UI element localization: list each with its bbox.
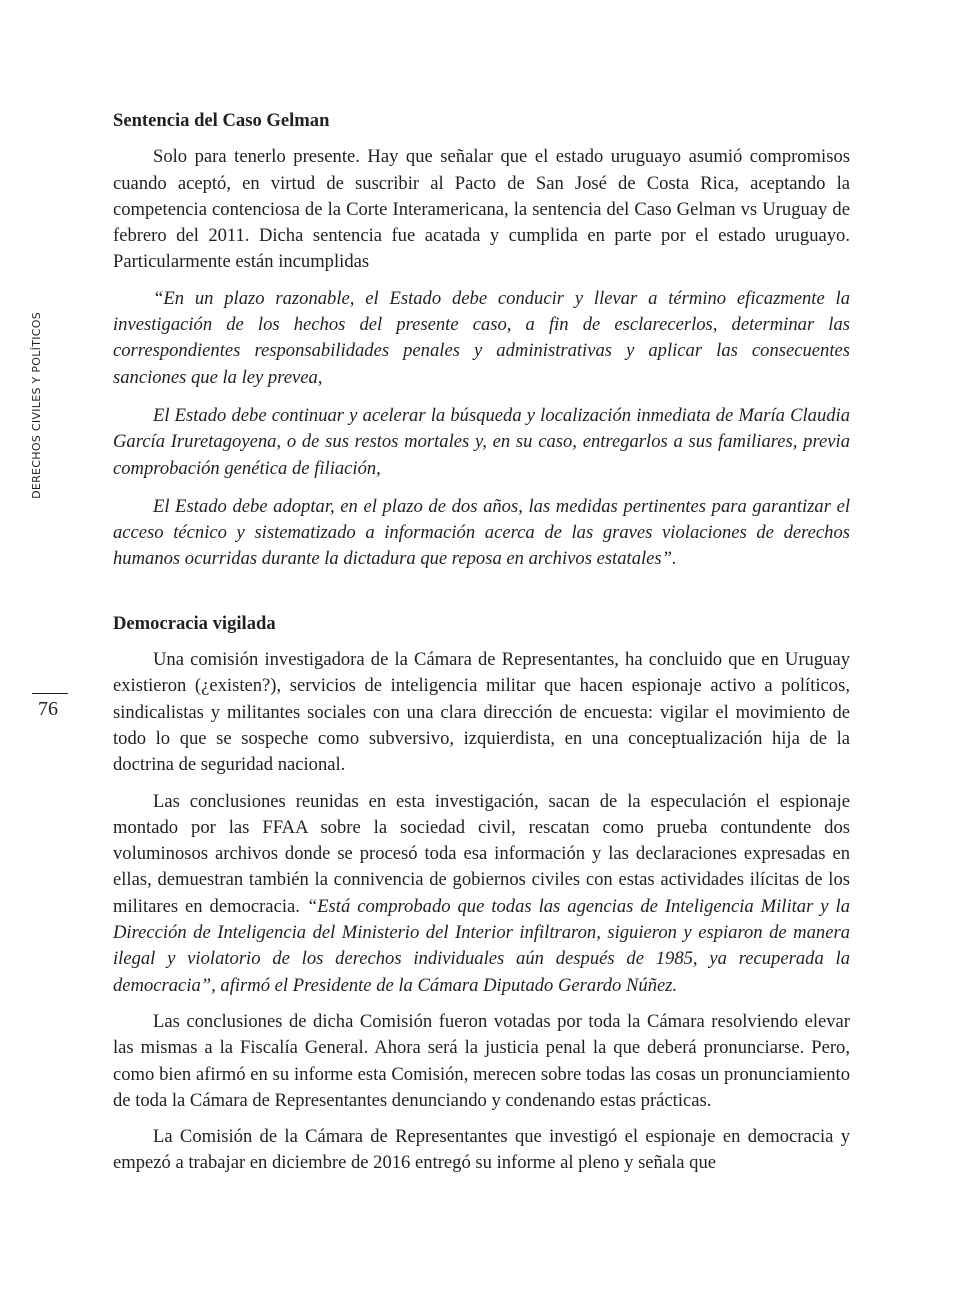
- page-number-rule: [32, 693, 68, 694]
- page-body: [113, 108, 850, 1187]
- paragraph: La Comisión de la Cámara de Representantes que investigó el espionaje en democracia y empezó a trabajar en diciembre de 2016 entregó su informe al pleno y señala que: [113, 1126, 850, 1174]
- paragraph-text: Las conclusiones reunidas en esta investigación, sacan de la especulación el espionaje montado por las FFAA sobre la sociedad civil, rescatan como prueba contundente dos voluminosos archivos donde se procesó toda esa información y las declaraciones expresadas en ellas, demuestran también la connivencia de gobiernos civiles con estas actividades ilícitas de los militares en democracia.: [113, 790, 850, 917]
- inline-quote: “Está comprobado que todas las agencias de Inteligencia Militar y la Dirección de Inteligencia del Ministerio del Interior infiltraron, siguieron y espiaron de manera ilegal y violatorio de los derechos individuales aún después de 1985, ya recuperada la democracia”, afirmó el Presidente de la Cámara Diputado Gerardo Núñez.: [113, 895, 850, 996]
- paragraph: Solo para tenerlo presente. Hay que señalar que el estado uruguayo asumió compromisos cuando aceptó, en virtud de suscribir al Pacto de San José de Costa Rica, aceptando la competencia contenciosa de la Corte Interamericana, la sentencia del Caso Gelman vs Uruguay de febrero del 2011. Dicha sentencia fue acatada y cumplida en parte por el estado uruguayo. Particularmente están incumplidas: [113, 146, 850, 273]
- page-number: 76: [38, 698, 58, 720]
- paragraph: Las conclusiones de dicha Comisión fueron votadas por toda la Cámara resolviendo elevar las mismas a la Fiscalía General. Ahora será la justicia penal la que deberá pronunciarse. Pero, como bien afirmó en su informe esta Comisión, merecen sobre todas las cosas un pronunciamiento de toda la Cámara de Representantes denunciando y condenando estas prácticas.: [113, 1010, 850, 1111]
- quote-paragraph: El Estado debe continuar y acelerar la búsqueda y localización inmediata de María Claudia García Iruretagoyena, o de sus restos mortales y, en su caso, entregarlos a sus familiares, previa comprobación genética de filiación,: [113, 404, 850, 479]
- paragraph: [113, 789, 850, 999]
- section-heading-democracia: Democracia vigilada: [113, 612, 276, 634]
- quote-paragraph: “En un plazo razonable, el Estado debe conducir y llevar a término eficazmente la investigación de los hechos del presente caso, a fin de esclarecerlos, determinar las correspondientes responsabilidades penales y administrativas y aplicar las consecuentes sanciones que la ley prevea,: [113, 287, 850, 388]
- quote-paragraph: El Estado debe adoptar, en el plazo de dos años, las medidas pertinentes para garantizar el acceso técnico y sistematizado a información acerca de las graves violaciones de derechos humanos ocurridas durante la dictadura que reposa en archivos estatales”.: [113, 495, 850, 570]
- running-head: DERECHOS CIVILES Y POLÍTICOS: [30, 312, 43, 499]
- section-heading-gelman: Sentencia del Caso Gelman: [113, 110, 330, 131]
- paragraph: Una comisión investigadora de la Cámara de Representantes, ha concluido que en Uruguay existieron (¿existen?), servicios de inteligencia militar que hacen espionaje activo a políticos, sindicalistas y militantes sociales con una clara dirección de encuesta: vigilar el movimiento de todo lo que se sospeche como subversivo, izquierdista, en una conceptualización hija de la doctrina de seguridad nacional.: [113, 649, 850, 776]
